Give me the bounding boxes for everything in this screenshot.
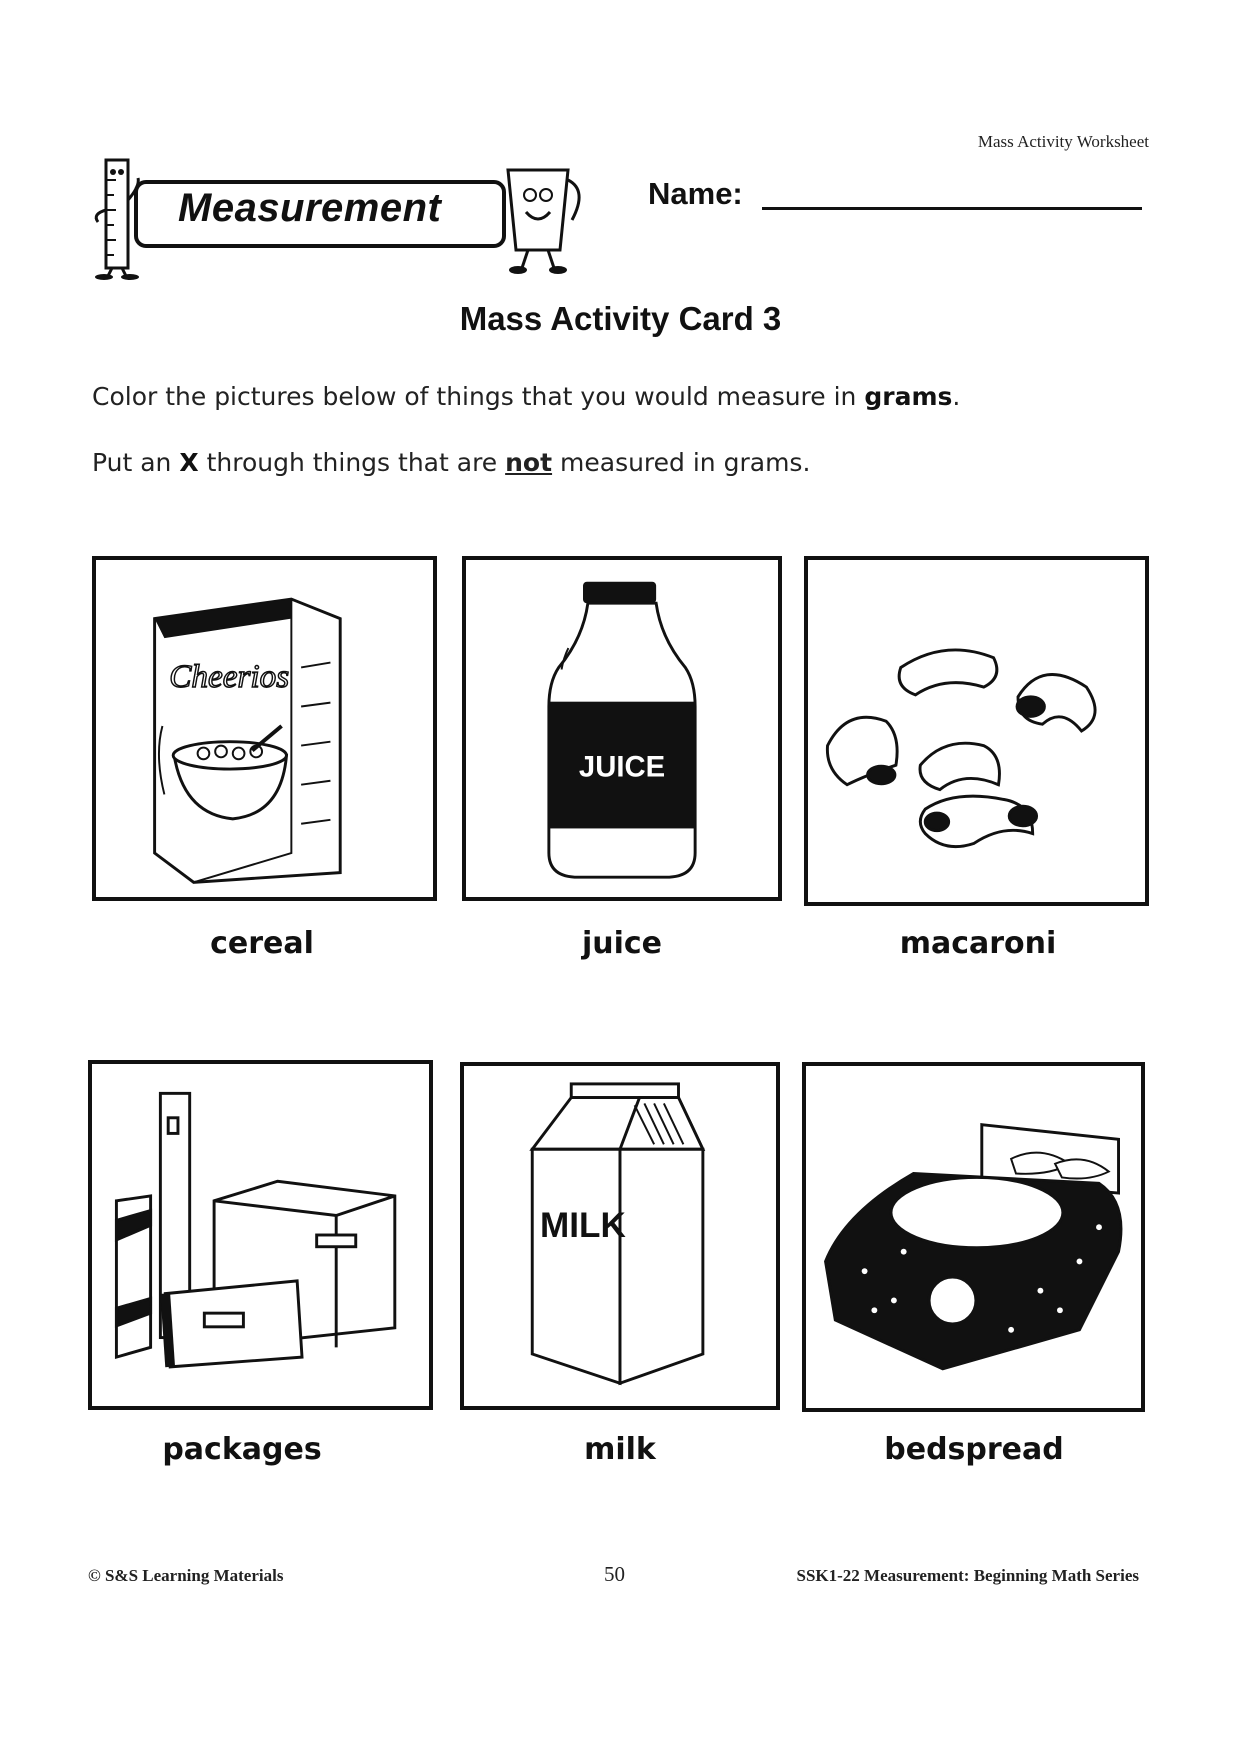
milk-carton-label: MILK — [540, 1205, 626, 1245]
picture-card-milk[interactable] — [460, 1062, 780, 1410]
instruction-text: Color the pictures below of things that you would measure in — [92, 382, 865, 411]
worksheet-label: Mass Activity Worksheet — [977, 132, 1149, 151]
juice-bottle-label: JUICE — [578, 751, 666, 784]
cereal-box-label: Cheerios — [169, 657, 290, 695]
instruction-line-1 — [92, 382, 960, 411]
card-title: Mass Activity Card 3 — [459, 300, 782, 337]
name-label: Name: — [648, 176, 743, 211]
caption-milk: milk — [584, 1432, 656, 1467]
juice-bottle-icon — [466, 560, 778, 897]
page-number: 50 — [604, 1562, 625, 1586]
instruction-emphasis-x: X — [179, 448, 199, 477]
cereal-box-icon — [96, 560, 433, 897]
picture-card-juice[interactable] — [462, 556, 782, 901]
caption-bedspread: bedspread — [884, 1432, 1064, 1467]
caption-juice: juice — [581, 926, 663, 961]
instruction-text: . — [952, 382, 961, 411]
milk-carton-icon — [464, 1066, 776, 1406]
measurement-banner — [88, 150, 598, 280]
measuring-cup-mascot-icon — [488, 150, 598, 280]
instruction-text: through things that are — [198, 448, 506, 477]
banner-title: Measurement — [178, 186, 442, 230]
picture-card-packages[interactable] — [88, 1060, 433, 1410]
picture-card-bedspread[interactable] — [802, 1062, 1145, 1412]
packages-icon — [92, 1064, 429, 1406]
picture-card-macaroni[interactable] — [804, 556, 1149, 906]
instruction-emphasis-not: not — [505, 448, 553, 477]
macaroni-icon — [808, 560, 1145, 902]
bed-icon — [806, 1066, 1141, 1408]
instruction-text: Put an — [92, 448, 180, 477]
instruction-emphasis-grams: grams — [864, 382, 953, 411]
footer-series: SSK1-22 Measurement: Beginning Math Series — [796, 1566, 1139, 1585]
caption-packages: packages — [162, 1432, 322, 1467]
caption-macaroni: macaroni — [899, 926, 1057, 961]
name-field[interactable] — [762, 207, 1142, 210]
footer-copyright: © S&S Learning Materials — [88, 1566, 284, 1585]
caption-cereal: cereal — [210, 926, 314, 961]
picture-card-cereal[interactable] — [92, 556, 437, 901]
instruction-line-2 — [92, 448, 810, 477]
instruction-text: measured in grams. — [552, 448, 811, 477]
